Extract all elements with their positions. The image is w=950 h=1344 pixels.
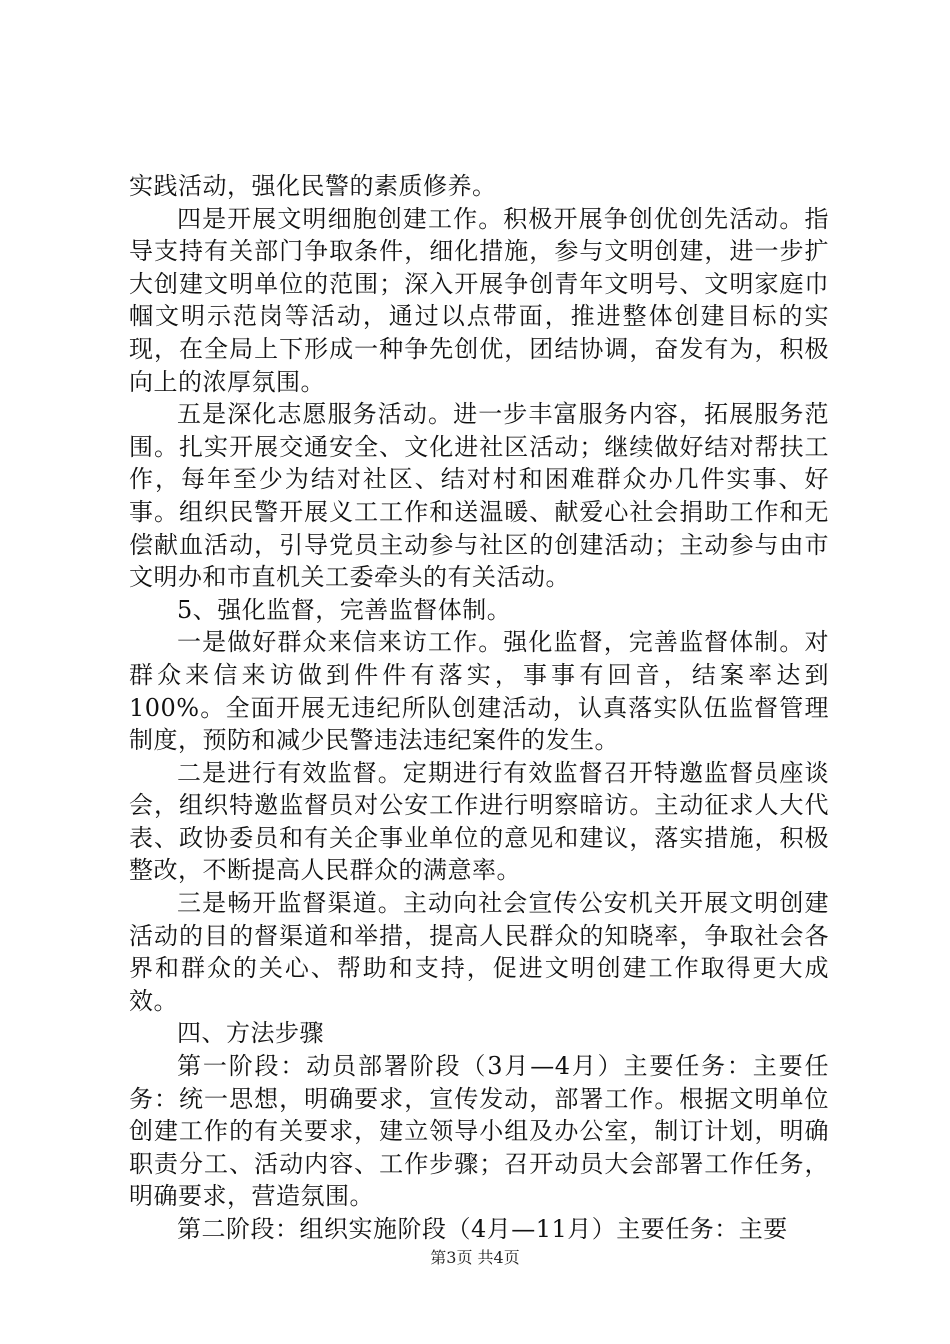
document-body (129, 170, 829, 1246)
paragraph-7: 三是畅开监督渠道。主动向社会宣传公安机关开展文明创建活动的目的督渠道和举措，提高人民群众的知晓率，争取社会各界和群众的关心、帮助和支持，促进文明创建工作取得更大成效。 (129, 889, 829, 1015)
paragraph-3: 五是深化志愿服务活动。进一步丰富服务内容，拓展服务范围。扎实开展交通安全、文化进社区活动；继续做好结对帮扶工作，每年至少为结对社区、结对村和困难群众办几件实事、好事。组织民警开展义工工作和送温暖、献爱心社会捐助工作和无偿献血活动，引导党员主动参与社区的创建活动；主动参与由市文明办和市直机关工委牵头的有关活动。 (129, 400, 829, 592)
paragraph-2: 四是开展文明细胞创建工作。积极开展争创优创先活动。指导支持有关部门争取条件，细化措施，参与文明创建，进一步扩大创建文明单位的范围；深入开展争创青年文明号、文明家庭巾帼文明示范岗等活动，通过以点带面，推进整体创建目标的实现，在全局上下形成一种争先创优，团结协调，奋发有为，积极向上的浓厚氛围。 (129, 204, 829, 396)
paragraph-1: 实践活动，强化民警的素质修养。 (129, 172, 497, 200)
paragraph-4: 5、强化监督，完善监督体制。 (177, 595, 512, 624)
paragraph-5: 一是做好群众来信来访工作。强化监督，完善监督体制。对群众来信来访做到件件有落实，事事有回音，结案率达到100%。全面开展无违纪所队创建活动，认真落实队伍监督管理制度，预防和减少民警违法违纪案件的发生。 (129, 628, 829, 755)
paragraph-6: 二是进行有效监督。定期进行有效监督召开特邀监督员座谈会，组织特邀监督员对公安工作进行明察暗访。主动征求人大代表、政协委员和有关企事业单位的意见和建议，落实措施，积极整改，不断提高人民群众的满意率。 (129, 758, 829, 885)
page-footer: 第3页 共4页 (430, 1248, 520, 1267)
paragraph-10: 第二阶段：组织实施阶段（4月—11月）主要任务：主要 (177, 1215, 788, 1243)
section-heading: 四、方法步骤 (177, 1019, 324, 1048)
paragraph-9: 第一阶段：动员部署阶段（3月—4月）主要任务：主要任务：统一思想，明确要求，宣传发动，部署工作。根据文明单位创建工作的有关要求，建立领导小组及办公室，制订计划，明确职责分工、活动内容、工作步骤；召开动员大会部署工作任务，明确要求，营造氛围。 (129, 1052, 829, 1211)
